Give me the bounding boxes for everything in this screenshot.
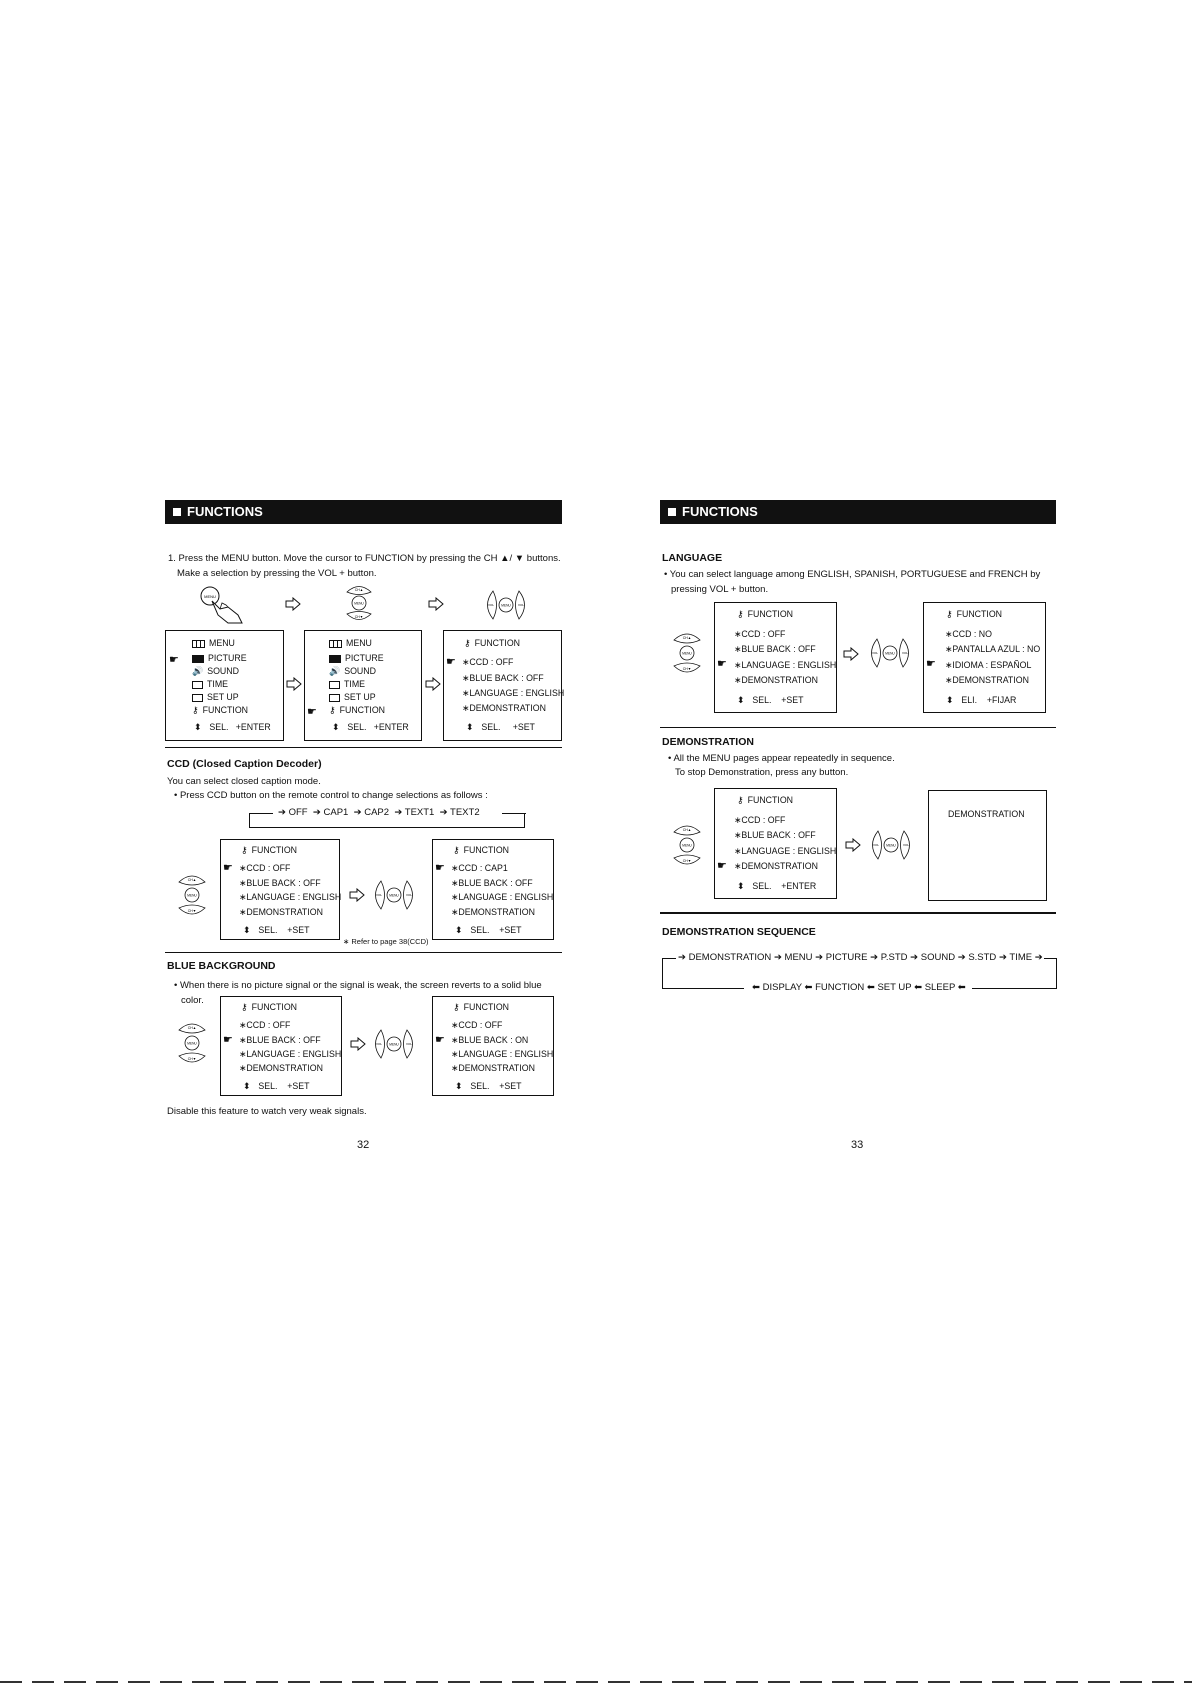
function-row: ∗BLUE BACK : OFF bbox=[451, 878, 533, 888]
right-header-title: FUNCTIONS bbox=[682, 504, 758, 519]
function-title-row bbox=[946, 609, 1002, 620]
function-title: FUNCTION bbox=[463, 845, 510, 855]
svg-text:VOL: VOL bbox=[871, 651, 879, 655]
intro-line-1: 1. Press the MENU button. Move the cursor to FUNCTION by pressing the CH ▲/ ▼ buttons. bbox=[168, 553, 561, 564]
menu-title: MENU bbox=[209, 638, 235, 648]
menu-item-label: SOUND bbox=[207, 666, 239, 676]
function-footer bbox=[455, 925, 521, 936]
section-divider bbox=[660, 912, 1056, 914]
function-title-row bbox=[241, 1002, 297, 1013]
key-icon: ⚷ bbox=[946, 609, 953, 620]
menu-item-label: SET UP bbox=[207, 692, 239, 702]
function-title: FUNCTION bbox=[251, 845, 298, 855]
up-down-icon: ⬍ bbox=[466, 722, 474, 732]
function-row: ∗CCD : OFF bbox=[239, 863, 291, 873]
arrow-left-icon: ⬅ bbox=[914, 982, 923, 993]
arrow-left-icon: ⬅ bbox=[752, 982, 760, 993]
svg-text:VOL: VOL bbox=[901, 651, 909, 655]
function-footer bbox=[466, 722, 535, 733]
arrow-right-icon: ➔ bbox=[815, 952, 824, 963]
menu-item-picture bbox=[192, 653, 247, 663]
hollow-arrow-right-icon bbox=[428, 597, 444, 611]
blue-function-screen-b bbox=[432, 996, 554, 1096]
vol-remote-icon bbox=[484, 589, 528, 621]
footer-action: +ENTER bbox=[235, 722, 271, 732]
speaker-icon: 🔊 bbox=[329, 666, 341, 677]
hollow-arrow-right-icon bbox=[845, 838, 861, 852]
pointing-hand-cursor-icon: ☛ bbox=[435, 1034, 445, 1046]
page-bottom-dashed-border bbox=[0, 1681, 1192, 1683]
svg-text:VOL: VOL bbox=[517, 603, 525, 607]
function-row: ∗DEMONSTRATION bbox=[239, 907, 323, 917]
hollow-arrow-right-icon bbox=[425, 677, 441, 691]
cycle-item: TEXT2 bbox=[450, 807, 480, 818]
menu-screen-2 bbox=[304, 630, 422, 741]
menu-footer bbox=[194, 722, 271, 733]
function-row: ∗DEMONSTRATION bbox=[239, 1063, 323, 1073]
arrow-right-icon: ➔ bbox=[439, 807, 448, 818]
hand-press-menu-icon bbox=[198, 585, 250, 625]
menu-item-label: SET UP bbox=[344, 692, 376, 702]
function-title-row bbox=[453, 845, 509, 856]
right-section-header bbox=[660, 500, 1056, 524]
footer-sel: SEL. bbox=[258, 1081, 278, 1091]
function-title: FUNCTION bbox=[956, 609, 1003, 619]
svg-text:CH▼: CH▼ bbox=[354, 615, 364, 619]
arrow-left-icon: ⬅ bbox=[866, 982, 875, 993]
ch-up-down-remote-icon bbox=[672, 630, 702, 676]
sequence-loop-left bbox=[662, 958, 663, 988]
pointing-hand-cursor-icon: ☛ bbox=[223, 862, 233, 874]
ccd-cycle-diagram bbox=[249, 806, 526, 830]
sequence-backward-row bbox=[752, 982, 966, 993]
setup-box-icon bbox=[192, 694, 203, 702]
svg-text:CH▼: CH▼ bbox=[187, 1057, 197, 1061]
sequence-heading: DEMONSTRATION SEQUENCE bbox=[662, 926, 816, 938]
menu-item-function bbox=[329, 705, 385, 716]
up-down-icon: ⬍ bbox=[737, 695, 745, 705]
camera-icon bbox=[329, 655, 341, 663]
language-function-screen-a bbox=[714, 602, 837, 713]
menu-item-label: TIME bbox=[344, 679, 366, 689]
function-row: ∗PANTALLA AZUL : NO bbox=[945, 644, 1041, 654]
function-row: ∗LANGUAGE : ENGLISH bbox=[239, 1049, 342, 1059]
menu-item-sound bbox=[192, 666, 239, 677]
svg-text:VOL: VOL bbox=[375, 1042, 383, 1046]
up-down-icon: ⬍ bbox=[737, 881, 745, 891]
menu-footer bbox=[332, 722, 409, 733]
menu-item-function bbox=[192, 705, 248, 716]
function-row: ∗LANGUAGE : ENGLISH bbox=[451, 892, 554, 902]
arrow-right-icon: ➔ bbox=[394, 807, 403, 818]
pointing-hand-cursor-icon: ☛ bbox=[307, 706, 317, 718]
page-number-right: 33 bbox=[851, 1139, 864, 1151]
sequence-loop-top-right bbox=[1044, 958, 1057, 959]
function-footer bbox=[737, 881, 816, 892]
menu-item-label: PICTURE bbox=[208, 653, 247, 663]
vol-remote-icon bbox=[868, 637, 912, 669]
vol-remote-icon bbox=[372, 1028, 416, 1060]
section-divider bbox=[165, 952, 562, 953]
key-icon: ⚷ bbox=[329, 705, 336, 716]
section-divider bbox=[660, 727, 1056, 728]
function-row: ∗BLUE BACK : OFF bbox=[239, 1035, 321, 1045]
function-row: ∗DEMONSTRATION bbox=[734, 675, 818, 685]
svg-text:CH▼: CH▼ bbox=[187, 909, 197, 913]
sequence-loop-right bbox=[1056, 958, 1057, 988]
ch-up-down-remote-icon bbox=[672, 822, 702, 868]
sequence-item: FUNCTION bbox=[815, 982, 865, 993]
function-title-row bbox=[453, 1002, 509, 1013]
cycle-items bbox=[276, 807, 482, 818]
function-footer bbox=[946, 695, 1016, 706]
square-bullet-icon bbox=[668, 508, 676, 516]
pointing-hand-cursor-icon: ☛ bbox=[717, 860, 727, 872]
arrow-right-icon: ➔ bbox=[278, 807, 286, 818]
menu-item-label: PICTURE bbox=[345, 653, 384, 663]
sequence-item: SOUND bbox=[920, 952, 956, 963]
svg-text:VOL: VOL bbox=[872, 843, 880, 847]
demo-bullet-line1: • All the MENU pages appear repeatedly in sequence. bbox=[668, 753, 895, 764]
arrow-right-icon: ➔ bbox=[353, 807, 362, 818]
menu-title-row bbox=[192, 638, 235, 648]
menu-item-time bbox=[329, 679, 365, 689]
blue-heading: BLUE BACKGROUND bbox=[167, 960, 276, 972]
up-down-icon: ⬍ bbox=[243, 925, 251, 935]
clock-icon bbox=[329, 681, 340, 689]
hollow-arrow-right-icon bbox=[286, 677, 302, 691]
arrow-right-icon: ➔ bbox=[312, 807, 321, 818]
ccd-note: ∗ Refer to page 38(CCD) bbox=[343, 937, 429, 946]
footer-sel: SEL. bbox=[752, 695, 772, 705]
function-row: ∗BLUE BACK : ON bbox=[451, 1035, 529, 1045]
function-row: ∗LANGUAGE : ENGLISH bbox=[451, 1049, 554, 1059]
svg-text:MENU: MENU bbox=[886, 843, 896, 848]
arrow-right-icon: ➔ bbox=[773, 952, 782, 963]
arrow-right-icon: ➔ bbox=[998, 952, 1007, 963]
footer-action: +SET bbox=[512, 722, 535, 732]
ccd-heading: CCD (Closed Caption Decoder) bbox=[167, 758, 322, 770]
up-down-icon: ⬍ bbox=[455, 1081, 463, 1091]
function-row: ∗LANGUAGE : ENGLISH bbox=[734, 846, 837, 856]
vol-remote-icon bbox=[869, 829, 913, 861]
pointing-hand-cursor-icon: ☛ bbox=[926, 658, 936, 670]
svg-text:CH▲: CH▲ bbox=[354, 588, 364, 592]
hollow-arrow-right-icon bbox=[350, 1037, 366, 1051]
up-down-icon: ⬍ bbox=[194, 722, 202, 732]
svg-text:MENU: MENU bbox=[354, 601, 364, 606]
key-icon: ⚷ bbox=[737, 795, 744, 806]
demo-function-screen bbox=[714, 788, 837, 899]
function-title: FUNCTION bbox=[251, 1002, 298, 1012]
function-row: ∗DEMONSTRATION bbox=[462, 703, 546, 713]
svg-text:CH▼: CH▼ bbox=[682, 667, 692, 671]
function-title: FUNCTION bbox=[747, 795, 794, 805]
sequence-item: TIME bbox=[1009, 952, 1033, 963]
key-icon: ⚷ bbox=[241, 845, 248, 856]
function-title-row bbox=[464, 638, 520, 649]
footer-action: +ENTER bbox=[781, 881, 817, 891]
svg-text:CH▲: CH▲ bbox=[682, 636, 692, 640]
function-row: ∗BLUE BACK : OFF bbox=[734, 830, 816, 840]
page-number-left: 32 bbox=[357, 1139, 370, 1151]
ccd-desc: You can select closed caption mode. bbox=[167, 776, 321, 787]
svg-text:MENU: MENU bbox=[389, 893, 399, 898]
footer-sel: SEL. bbox=[470, 925, 490, 935]
function-title: FUNCTION bbox=[747, 609, 794, 619]
menu-item-label: TIME bbox=[207, 679, 229, 689]
function-title-row bbox=[737, 795, 793, 806]
svg-text:CH▲: CH▲ bbox=[187, 878, 197, 882]
svg-text:VOL: VOL bbox=[405, 1042, 413, 1046]
function-title-row bbox=[737, 609, 793, 620]
sequence-loop-bottom-left bbox=[662, 988, 744, 989]
sequence-loop-top-left bbox=[662, 958, 676, 959]
function-row: ∗CCD : OFF bbox=[451, 1020, 503, 1030]
arrow-right-icon: ➔ bbox=[957, 952, 966, 963]
menu-item-setup bbox=[192, 692, 239, 702]
demo-screen bbox=[928, 790, 1047, 901]
language-function-screen-b bbox=[923, 602, 1046, 713]
function-footer bbox=[243, 1081, 309, 1092]
footer-sel: SEL. bbox=[752, 881, 772, 891]
square-bullet-icon bbox=[173, 508, 181, 516]
pointing-hand-cursor-icon: ☛ bbox=[717, 658, 727, 670]
clock-icon bbox=[192, 681, 203, 689]
ccd-function-screen-b bbox=[432, 839, 554, 940]
language-bullet-line1: • You can select language among ENGLISH, SPANISH, PORTUGUESE and FRENCH by bbox=[664, 569, 1041, 580]
menu-item-time bbox=[192, 679, 228, 689]
sequence-item: MENU bbox=[784, 952, 813, 963]
ccd-bullet: • Press CCD button on the remote control to change selections as follows : bbox=[174, 790, 488, 801]
camera-icon bbox=[192, 655, 204, 663]
menu-title: MENU bbox=[346, 638, 372, 648]
cycle-item: CAP1 bbox=[323, 807, 349, 818]
footer-action: +SET bbox=[287, 1081, 310, 1091]
sequence-item: S.STD bbox=[968, 952, 997, 963]
function-footer bbox=[243, 925, 309, 936]
footer-sel: SEL. bbox=[258, 925, 278, 935]
pointing-hand-cursor-icon: ☛ bbox=[223, 1034, 233, 1046]
ch-up-down-remote-icon bbox=[177, 872, 207, 918]
blue-bullet-line1: • When there is no picture signal or the signal is weak, the screen reverts to a solid blue bbox=[174, 980, 542, 991]
up-down-icon: ⬍ bbox=[243, 1081, 251, 1091]
footer-sel: SEL. bbox=[470, 1081, 490, 1091]
sequence-item: DISPLAY bbox=[762, 982, 802, 993]
footer-action: +SET bbox=[499, 1081, 522, 1091]
cycle-item: OFF bbox=[288, 807, 308, 818]
function-row: ∗BLUE BACK : OFF bbox=[462, 673, 544, 683]
key-icon: ⚷ bbox=[453, 845, 460, 856]
ch-up-down-remote-icon bbox=[344, 583, 374, 623]
sequence-item: P.STD bbox=[880, 952, 908, 963]
sequence-item: DEMONSTRATION bbox=[688, 952, 772, 963]
function-row: ∗CCD : OFF bbox=[239, 1020, 291, 1030]
blue-function-screen-a bbox=[220, 996, 342, 1096]
svg-text:MENU: MENU bbox=[204, 594, 216, 599]
ccd-function-screen-a bbox=[220, 839, 340, 940]
arrow-right-icon: ➔ bbox=[1034, 952, 1043, 963]
ch-up-down-remote-icon bbox=[177, 1020, 207, 1066]
menu-item-label: FUNCTION bbox=[339, 705, 386, 715]
function-row: ∗BLUE BACK : OFF bbox=[239, 878, 321, 888]
function-row: ∗CCD : OFF bbox=[462, 657, 514, 667]
menu-item bbox=[307, 705, 321, 718]
sequence-item: SLEEP bbox=[924, 982, 956, 993]
svg-text:CH▲: CH▲ bbox=[187, 1026, 197, 1030]
footer-action: +SET bbox=[287, 925, 310, 935]
menu-screen-1 bbox=[165, 630, 284, 741]
function-row: ∗DEMONSTRATION bbox=[451, 907, 535, 917]
function-footer bbox=[737, 695, 803, 706]
demo-heading: DEMONSTRATION bbox=[662, 736, 754, 748]
sequence-item: SET UP bbox=[877, 982, 912, 993]
vol-remote-icon bbox=[372, 879, 416, 911]
footer-action: +FIJAR bbox=[986, 695, 1017, 705]
pointing-hand-cursor-icon: ☛ bbox=[446, 656, 456, 668]
menu-grid-icon bbox=[192, 640, 205, 648]
svg-text:VOL: VOL bbox=[375, 893, 383, 897]
menu-item-sound bbox=[329, 666, 376, 677]
cycle-top-line-right bbox=[502, 813, 526, 814]
hollow-arrow-right-icon bbox=[285, 597, 301, 611]
svg-text:VOL: VOL bbox=[902, 843, 910, 847]
key-icon: ⚷ bbox=[241, 1002, 248, 1013]
function-row: ∗LANGUAGE : ENGLISH bbox=[239, 892, 342, 902]
intro-line-2: Make a selection by pressing the VOL + button. bbox=[177, 568, 377, 579]
svg-text:MENU: MENU bbox=[501, 603, 511, 608]
svg-text:MENU: MENU bbox=[682, 651, 692, 656]
function-row: ∗LANGUAGE : ENGLISH bbox=[734, 660, 837, 670]
menu-item-label: FUNCTION bbox=[202, 705, 249, 715]
left-header-title: FUNCTIONS bbox=[187, 504, 263, 519]
footer-action: +SET bbox=[499, 925, 522, 935]
key-icon: ⚷ bbox=[737, 609, 744, 620]
demo-screen-text: DEMONSTRATION bbox=[948, 809, 1025, 819]
demo-bullet-line2: To stop Demonstration, press any button. bbox=[675, 767, 849, 778]
blue-bullet-line2: color. bbox=[181, 995, 204, 1006]
function-row: ∗CCD : OFF bbox=[734, 629, 786, 639]
function-row: ∗BLUE BACK : OFF bbox=[734, 644, 816, 654]
function-screen-1 bbox=[443, 630, 565, 741]
arrow-right-icon: ➔ bbox=[678, 952, 686, 963]
footer-sel: SEL. bbox=[209, 722, 229, 732]
function-row: ∗DEMONSTRATION bbox=[451, 1063, 535, 1073]
svg-text:VOL: VOL bbox=[405, 893, 413, 897]
function-row: ∗LANGUAGE : ENGLISH bbox=[462, 688, 565, 698]
footer-action: +ENTER bbox=[373, 722, 409, 732]
language-heading: LANGUAGE bbox=[662, 552, 723, 564]
svg-text:MENU: MENU bbox=[389, 1042, 399, 1047]
function-row: ∗IDIOMA : ESPAÑOL bbox=[945, 660, 1032, 670]
svg-text:MENU: MENU bbox=[682, 843, 692, 848]
footer-sel: SEL. bbox=[481, 722, 501, 732]
key-icon: ⚷ bbox=[192, 705, 199, 716]
key-icon: ⚷ bbox=[453, 1002, 460, 1013]
menu-item-setup bbox=[329, 692, 376, 702]
function-row: ∗CCD : CAP1 bbox=[451, 863, 508, 873]
pointing-hand-cursor-icon: ☛ bbox=[435, 862, 445, 874]
footer-sel: ELI. bbox=[961, 695, 978, 705]
cycle-item: CAP2 bbox=[364, 807, 390, 818]
cycle-top-line-left bbox=[249, 813, 273, 814]
function-row: ∗DEMONSTRATION bbox=[734, 861, 818, 871]
sequence-diagram bbox=[662, 950, 1058, 1000]
svg-text:CH▼: CH▼ bbox=[682, 859, 692, 863]
footer-sel: SEL. bbox=[347, 722, 367, 732]
left-section-header bbox=[165, 500, 562, 524]
svg-text:MENU: MENU bbox=[885, 651, 895, 656]
sequence-forward-row bbox=[678, 952, 1043, 963]
up-down-icon: ⬍ bbox=[946, 695, 954, 705]
function-title-row bbox=[241, 845, 297, 856]
sequence-loop-bottom-right bbox=[972, 988, 1057, 989]
sequence-item: PICTURE bbox=[825, 952, 868, 963]
footer-action: +SET bbox=[781, 695, 804, 705]
svg-text:MENU: MENU bbox=[187, 1041, 197, 1046]
cycle-item: TEXT1 bbox=[404, 807, 435, 818]
blue-note: Disable this feature to watch very weak signals. bbox=[167, 1106, 367, 1117]
hollow-arrow-right-icon bbox=[843, 647, 859, 661]
function-row: ∗CCD : OFF bbox=[734, 815, 786, 825]
speaker-icon: 🔊 bbox=[192, 666, 204, 677]
svg-text:CH▲: CH▲ bbox=[682, 828, 692, 832]
key-icon: ⚷ bbox=[464, 638, 471, 649]
hollow-arrow-right-icon bbox=[349, 888, 365, 902]
menu-item bbox=[169, 653, 183, 666]
arrow-right-icon: ➔ bbox=[910, 952, 919, 963]
up-down-icon: ⬍ bbox=[332, 722, 340, 732]
function-row: ∗CCD : NO bbox=[945, 629, 992, 639]
svg-text:MENU: MENU bbox=[187, 893, 197, 898]
setup-box-icon bbox=[329, 694, 340, 702]
arrow-right-icon: ➔ bbox=[870, 952, 879, 963]
pointing-hand-cursor-icon: ☛ bbox=[169, 654, 179, 666]
menu-item-label: SOUND bbox=[344, 666, 376, 676]
function-row: ∗DEMONSTRATION bbox=[945, 675, 1029, 685]
arrow-left-icon: ⬅ bbox=[957, 982, 966, 993]
menu-title-row bbox=[329, 638, 372, 648]
menu-grid-icon bbox=[329, 640, 342, 648]
section-divider bbox=[165, 747, 562, 748]
menu-item-picture bbox=[329, 653, 384, 663]
up-down-icon: ⬍ bbox=[455, 925, 463, 935]
arrow-left-icon: ⬅ bbox=[804, 982, 813, 993]
function-title: FUNCTION bbox=[474, 638, 521, 648]
function-title: FUNCTION bbox=[463, 1002, 510, 1012]
language-bullet-line2: pressing VOL + button. bbox=[671, 584, 769, 595]
function-footer bbox=[455, 1081, 521, 1092]
svg-text:VOL: VOL bbox=[487, 603, 495, 607]
